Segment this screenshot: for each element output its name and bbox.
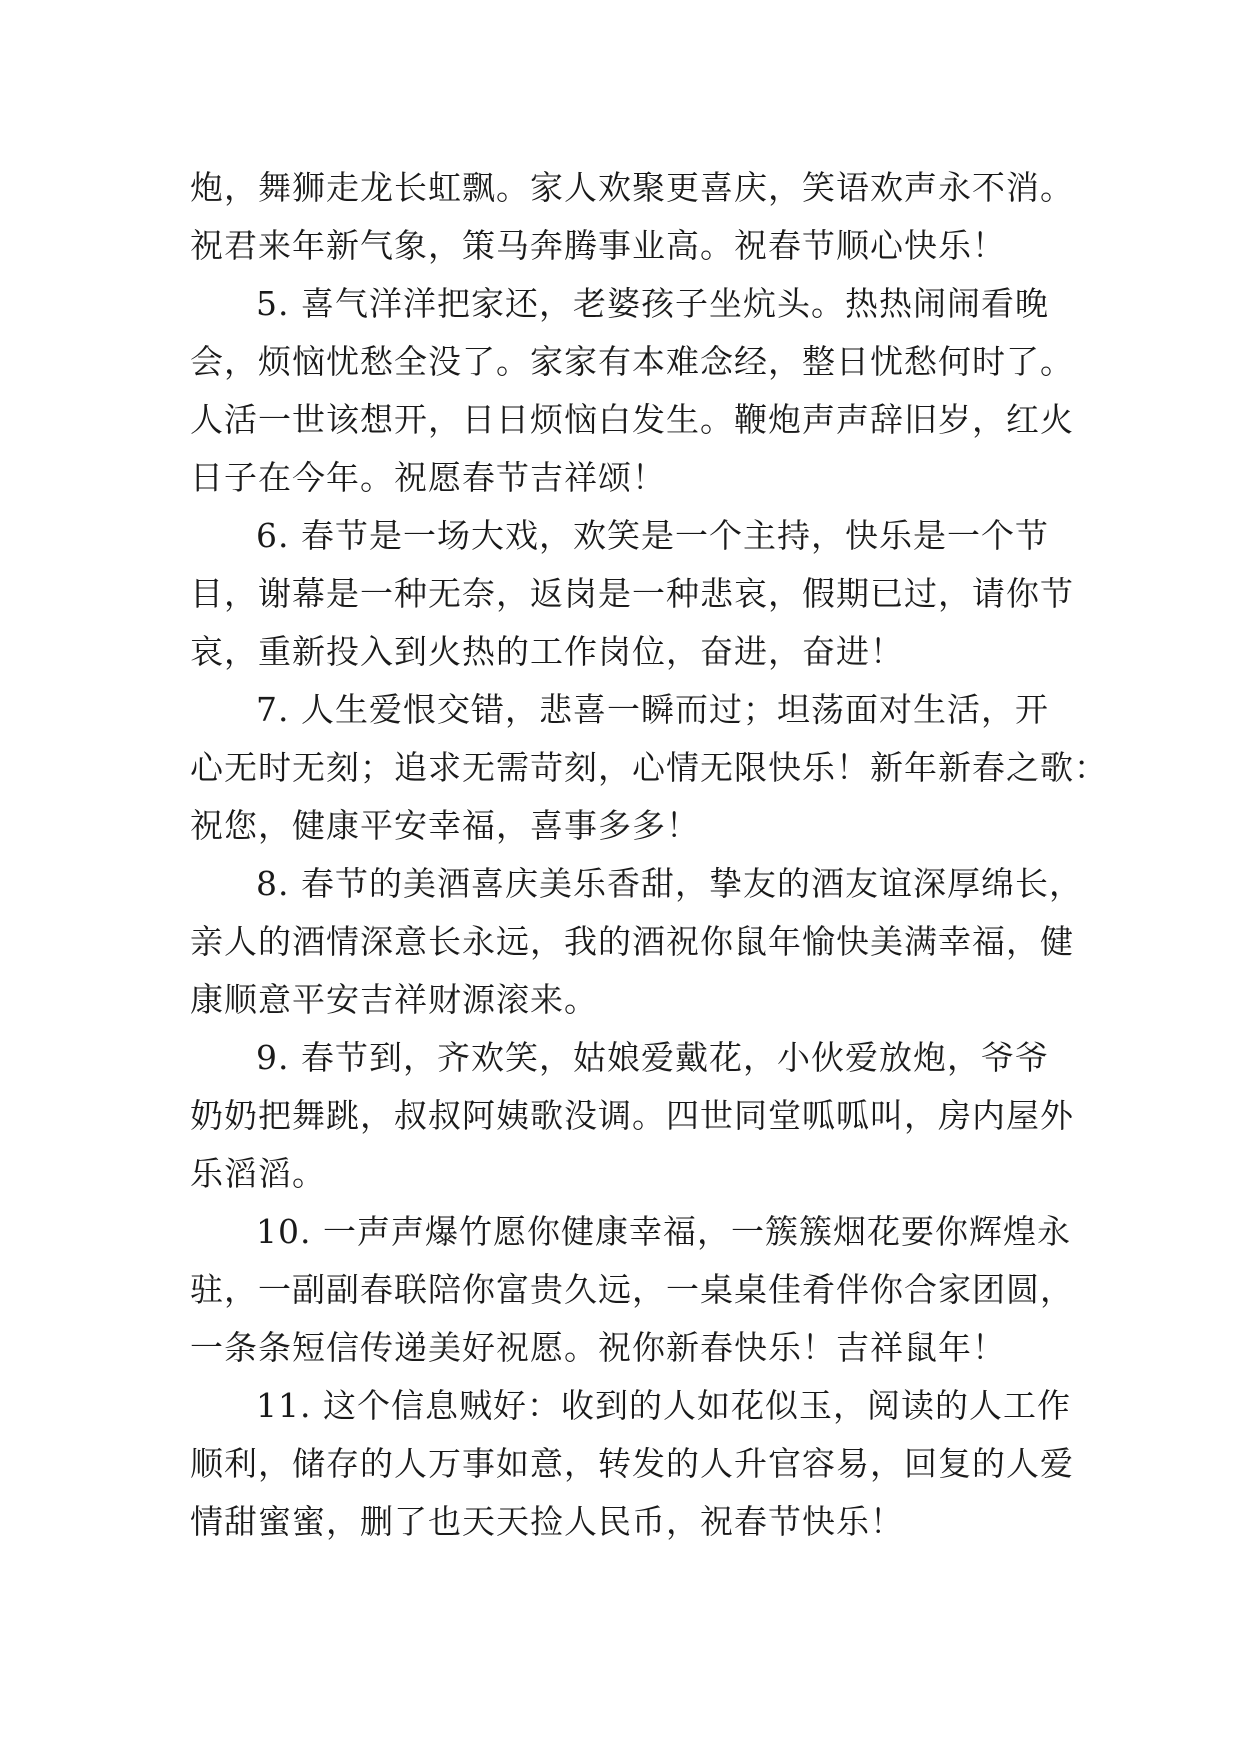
text-line: 乐滔滔。 [190,1154,326,1193]
text-line: 会，烦恼忧愁全没了。家家有本难念经，整日忧愁何时了。 [190,342,1074,381]
text-line: 9. 春节到，齐欢笑，姑娘爱戴花，小伙爱放炮，爷爷 [256,1038,1049,1077]
text-line: 5. 喜气洋洋把家还，老婆孩子坐炕头。热热闹闹看晚 [256,284,1049,323]
text-line: 康顺意平安吉祥财源滚来。 [190,980,598,1019]
text-line: 炮，舞狮走龙长虹飘。家人欢聚更喜庆，笑语欢声永不消。 [190,168,1074,207]
text-line: 情甜蜜蜜，删了也天天捡人民币，祝春节快乐！ [190,1502,904,1541]
text-line: 驻，一副副春联陪你富贵久远，一桌桌佳肴伴你合家团圆， [190,1270,1074,1309]
text-line: 奶奶把舞跳，叔叔阿姨歌没调。四世同堂呱呱叫，房内屋外 [190,1096,1074,1135]
text-line: 祝您，健康平安幸福，喜事多多！ [190,806,700,845]
text-line: 6. 春节是一场大戏，欢笑是一个主持，快乐是一个节 [256,516,1049,555]
text-line: 心无时无刻；追求无需苛刻，心情无限快乐！新年新春之歌： [190,748,1108,787]
text-line: 哀，重新投入到火热的工作岗位，奋进，奋进！ [190,632,904,671]
text-line: 7. 人生爱恨交错，悲喜一瞬而过；坦荡面对生活，开 [256,690,1049,729]
text-line: 祝君来年新气象，策马奔腾事业高。祝春节顺心快乐！ [190,226,1006,265]
text-line: 亲人的酒情深意长永远，我的酒祝你鼠年愉快美满幸福，健 [190,922,1074,961]
text-line: 10. 一声声爆竹愿你健康幸福，一簇簇烟花要你辉煌永 [256,1212,1071,1251]
text-line: 日子在今年。祝愿春节吉祥颂！ [190,458,666,497]
text-line: 目，谢幕是一种无奈，返岗是一种悲哀，假期已过，请你节 [190,574,1074,613]
text-line: 顺利，储存的人万事如意，转发的人升官容易，回复的人爱 [190,1444,1074,1483]
text-line: 8. 春节的美酒喜庆美乐香甜，挚友的酒友谊深厚绵长， [256,864,1083,903]
text-line: 人活一世该想开，日日烦恼白发生。鞭炮声声辞旧岁，红火 [190,400,1074,439]
text-line: 一条条短信传递美好祝愿。祝你新春快乐！吉祥鼠年！ [190,1328,1006,1367]
text-line: 11. 这个信息贼好：收到的人如花似玉，阅读的人工作 [256,1386,1071,1425]
